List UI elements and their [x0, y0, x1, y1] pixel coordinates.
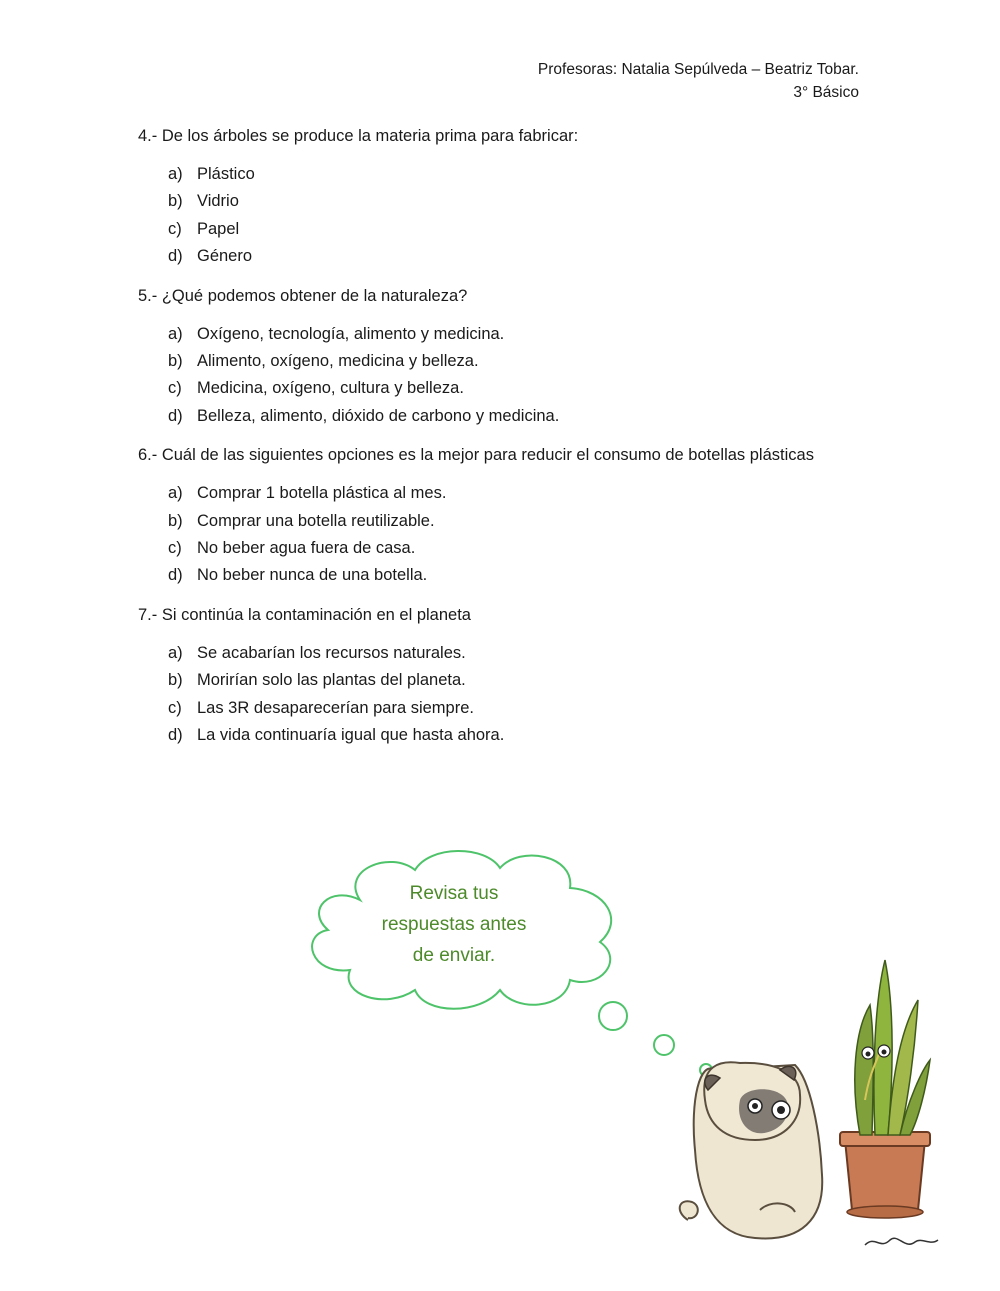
question-5: [138, 283, 878, 431]
option-d: [168, 403, 878, 430]
option-text: Comprar 1 botella plástica al mes.: [197, 484, 447, 503]
option-list: [138, 480, 878, 590]
option-letter: d): [168, 566, 183, 585]
question-text: 4.- De los árboles se produce la materia prima para fabricar:: [138, 127, 579, 145]
thought-dot-large: [598, 1001, 628, 1031]
grade-line: 3° Básico: [793, 84, 859, 101]
option-letter: d): [168, 247, 183, 266]
option-a: [168, 480, 878, 507]
option-letter: b): [168, 511, 183, 530]
cloud-line: de enviar.: [412, 945, 496, 966]
option-letter: c): [168, 379, 182, 398]
cloud-line: respuestas antes: [381, 914, 527, 935]
option-letter: b): [168, 352, 183, 371]
option-text: Oxígeno, tecnología, alimento y medicina.: [197, 324, 505, 343]
option-letter: a): [168, 165, 183, 183]
option-list: [138, 321, 878, 431]
option-letter: c): [168, 698, 182, 717]
option-d: [168, 562, 878, 589]
option-letter: d): [168, 726, 183, 745]
cloud-line: Revisa tus: [409, 883, 499, 904]
option-b: [168, 348, 878, 375]
option-letter: a): [168, 643, 183, 662]
question-text: 7.- Si continúa la contaminación en el planeta: [138, 605, 471, 624]
option-text: No beber agua fuera de casa.: [197, 539, 416, 558]
question-6: [138, 442, 878, 590]
question-4: [138, 123, 878, 271]
pug-plant-icon: [660, 950, 950, 1260]
option-a: [168, 640, 878, 667]
option-letter: b): [168, 671, 183, 690]
option-c: [168, 216, 878, 243]
option-text: Belleza, alimento, dióxido de carbono y medicina.: [197, 406, 560, 425]
option-c: [168, 375, 878, 402]
option-text: Papel: [197, 219, 240, 238]
teachers-line: Profesoras: Natalia Sepúlveda – Beatriz Tobar.: [537, 61, 859, 78]
option-letter: c): [168, 539, 182, 558]
option-text: Plástico: [197, 165, 255, 183]
option-text: Comprar una botella reutilizable.: [197, 511, 435, 530]
question-text: 5.- ¿Qué podemos obtener de la naturaleza?: [138, 286, 468, 305]
option-d: [168, 722, 878, 749]
option-b: [168, 188, 878, 215]
question-text: 6.- Cuál de las siguientes opciones es la mejor para reducir el consumo de botellas plásticas: [138, 446, 814, 465]
option-text: Género: [197, 247, 253, 266]
question-7: [138, 602, 878, 750]
option-letter: d): [168, 406, 183, 425]
document-header: [538, 58, 859, 104]
option-d: [168, 243, 878, 270]
option-letter: a): [168, 484, 183, 503]
option-text: Se acabarían los recursos naturales.: [197, 643, 466, 662]
option-text: Vidrio: [197, 192, 239, 211]
option-list: [138, 161, 878, 271]
option-c: [168, 535, 878, 562]
option-text: Medicina, oxígeno, cultura y belleza.: [197, 379, 464, 398]
option-text: La vida continuaría igual que hasta ahora.: [197, 726, 505, 745]
option-b: [168, 508, 878, 535]
question-list: [138, 123, 878, 762]
option-b: [168, 667, 878, 694]
thought-cloud: [300, 840, 630, 1040]
option-a: [168, 321, 878, 348]
option-letter: b): [168, 192, 183, 211]
option-c: [168, 695, 878, 722]
option-text: No beber nunca de una botella.: [197, 566, 428, 585]
cloud-message: [300, 878, 608, 971]
pug-and-plant-illustration: [660, 950, 950, 1260]
option-text: Morirían solo las plantas del planeta.: [197, 671, 466, 690]
option-letter: c): [168, 219, 182, 238]
option-letter: a): [168, 324, 183, 343]
option-text: Alimento, oxígeno, medicina y belleza.: [197, 352, 479, 371]
option-text: Las 3R desaparecerían para siempre.: [197, 698, 474, 717]
option-a: [168, 161, 878, 188]
option-list: [138, 640, 878, 750]
